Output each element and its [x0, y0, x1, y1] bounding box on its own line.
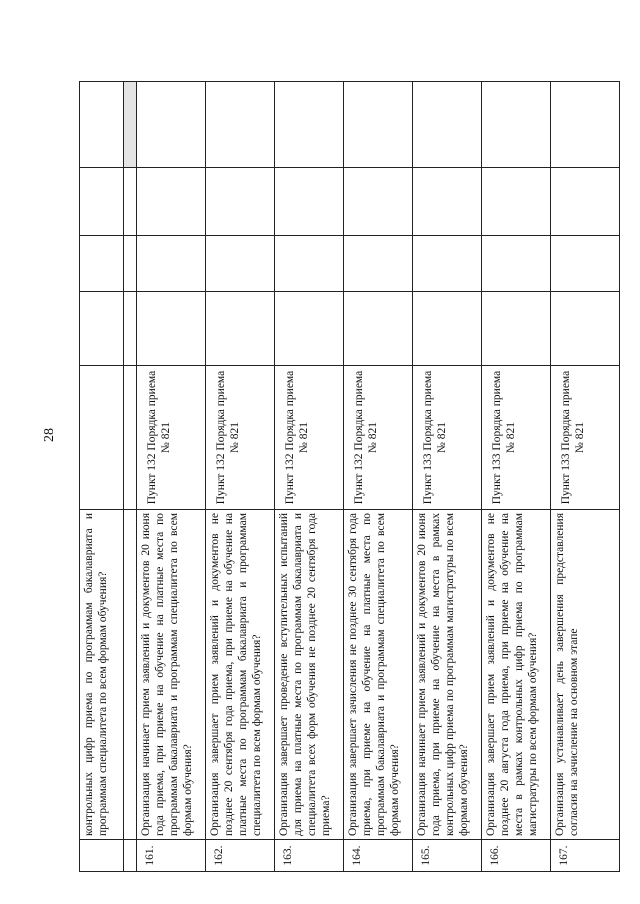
legal-reference: Пункт 132 Порядка приема № 821: [344, 366, 413, 510]
cell-empty: [124, 168, 137, 236]
table-row-continuation: [80, 82, 124, 872]
note-cell: [344, 82, 413, 168]
legal-reference: Пункт 132 Порядка приема № 821: [137, 366, 206, 510]
answer-cell: [206, 292, 275, 366]
page-number: 28: [42, 428, 57, 442]
answer-cell: [344, 292, 413, 366]
answer-cell: [344, 168, 413, 236]
cell-shaded: [124, 82, 137, 168]
note-cell: [137, 82, 206, 168]
cell-empty: [80, 840, 124, 872]
note-cell: [206, 82, 275, 168]
cell-empty: [80, 82, 124, 168]
row-number: 166.: [482, 840, 551, 872]
table-row: [206, 82, 275, 872]
row-number: 164.: [344, 840, 413, 872]
cell-empty: [80, 168, 124, 236]
row-number: 162.: [206, 840, 275, 872]
cell-empty: [124, 292, 137, 366]
table-row: [344, 82, 413, 872]
answer-cell: [137, 292, 206, 366]
cell-empty: [124, 366, 137, 510]
answer-cell: [551, 236, 620, 292]
legal-reference: Пункт 133 Порядка приема № 821: [413, 366, 482, 510]
cell-empty: [124, 236, 137, 292]
cell-empty: [80, 366, 124, 510]
cell-empty: [80, 292, 124, 366]
table-row-separator: [124, 82, 137, 872]
requirement-text: Организация завершает прием заявлений и документов не позднее 20 сентября года приема, при приеме на обучение на платные места по программам бакалавриата и программам специалитета по всем формам обучения?: [206, 510, 275, 840]
checklist-table-rotated: [79, 82, 597, 872]
answer-cell: [413, 292, 482, 366]
cell-empty: [80, 236, 124, 292]
requirement-text: Организация начинает прием заявлений и документов 20 июня года приема, при приеме на обучение на места в рамках контрольных цифр приема по программам магистратуры по всем формам обучения?: [413, 510, 482, 840]
table-row: [551, 82, 620, 872]
answer-cell: [275, 292, 344, 366]
legal-reference: Пункт 133 Порядка приема № 821: [482, 366, 551, 510]
answer-cell: [137, 236, 206, 292]
requirement-text: Организация завершает проведение вступительных испытаний для приема на платные места по программам бакалавриата и специалитета всех форм обучения не позднее 20 сентября года приема?: [275, 510, 344, 840]
note-cell: [275, 82, 344, 168]
answer-cell: [137, 168, 206, 236]
legal-reference: Пункт 132 Порядка приема № 821: [275, 366, 344, 510]
table-row: [413, 82, 482, 872]
table-row: [137, 82, 206, 872]
legal-reference: Пункт 132 Порядка приема № 821: [206, 366, 275, 510]
answer-cell: [413, 236, 482, 292]
answer-cell: [482, 168, 551, 236]
answer-cell: [551, 168, 620, 236]
note-cell: [551, 82, 620, 168]
requirement-text: Организация устанавливает день завершения представления согласия на зачисление на основном этапе: [551, 510, 620, 840]
answer-cell: [206, 168, 275, 236]
table-row: [275, 82, 344, 872]
answer-cell: [482, 236, 551, 292]
requirement-text: Организация начинает прием заявлений и документов 20 июня года приема, при приеме на обучение на платные места по программам бакалавриата и программам специалитета по всем формам обучения?: [137, 510, 206, 840]
note-cell: [413, 82, 482, 168]
checklist-table: [79, 81, 620, 872]
row-number: 163.: [275, 840, 344, 872]
requirement-text: Организация завершает прием заявлений и документов не позднее 20 августа года приема, при приеме на обучение на места в рамках контрольных цифр приема по программам магистратуры по всем формам обучения?: [482, 510, 551, 840]
answer-cell: [275, 236, 344, 292]
continuation-text: контрольных цифр приема по программам бакалавриата и программам специалитета по всем формам обучения?: [80, 510, 124, 840]
answer-cell: [551, 292, 620, 366]
answer-cell: [482, 292, 551, 366]
row-number: 165.: [413, 840, 482, 872]
row-number: 167.: [551, 840, 620, 872]
table-row: [482, 82, 551, 872]
row-number: 161.: [137, 840, 206, 872]
requirement-text: Организация завершает зачисления не позднее 30 сентября года приема, при приеме на обучение на платные места по программам бакалавриата и программам специалитета по всем формам обучения?: [344, 510, 413, 840]
note-cell: [482, 82, 551, 168]
cell-empty: [124, 840, 137, 872]
legal-reference: Пункт 133 Порядка приема № 821: [551, 366, 620, 510]
answer-cell: [275, 168, 344, 236]
answer-cell: [344, 236, 413, 292]
answer-cell: [206, 236, 275, 292]
answer-cell: [413, 168, 482, 236]
cell-empty: [124, 510, 137, 840]
